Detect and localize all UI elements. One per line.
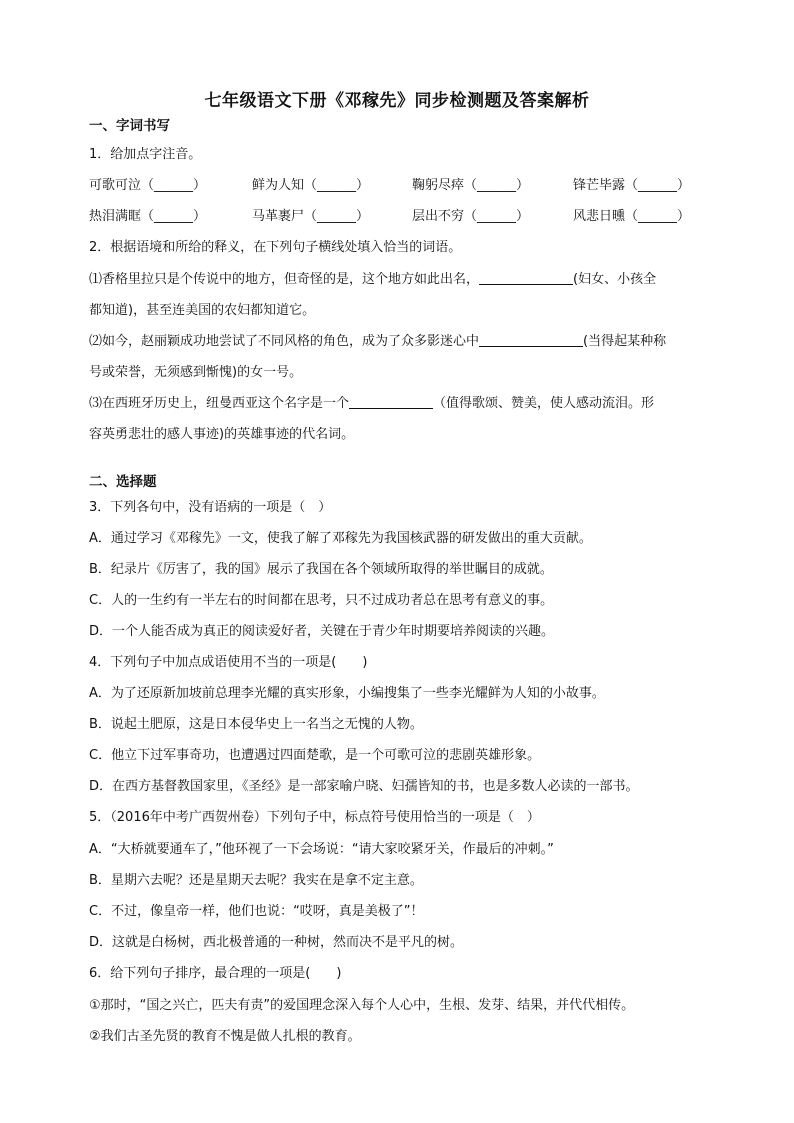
question-2-2-cont: 号或荣誉，无须感到惭愧)的女一号。 — [89, 365, 303, 380]
fill-blank[interactable] — [479, 270, 573, 285]
question-1: 1．给加点字注音。 — [89, 147, 202, 162]
option-3d: D．一个人能否成为真正的阅读爱好者，关键在于青少年时期要培养阅读的兴趣。 — [89, 624, 555, 639]
question-3: 3．下列各句中，没有语病的一项是（ ） — [89, 500, 332, 515]
option-4c: C．他立下过军事奇功，也遭遇过四面楚歌，是一个可歌可泣的悲剧英雄形象。 — [89, 748, 541, 763]
sentence-6-1: ①那时，“国之兴亡，匹夫有责”的爱国理念深入每个人心中，生根、发芽、结果，并代代相传。 — [89, 998, 635, 1013]
word-row-1 — [89, 176, 709, 196]
q2-1-text-b: (妇女、小孩全 — [573, 272, 657, 287]
option-4d: D．在西方基督教国家里，《圣经》是一部家喻户晓、妇孺皆知的书，也是多数人必读的一部书。 — [89, 779, 639, 794]
question-2: 2．根据语境和所给的释义，在下列句子横线处填入恰当的词语。 — [89, 240, 462, 255]
question-2-3-cont: 容英勇悲壮的感人事迹)的英雄事迹的代名词。 — [89, 427, 355, 442]
word-row-2 — [89, 207, 709, 227]
question-2-1 — [89, 270, 656, 290]
question-6: 6．给下列句子排序，最合理的一项是( ) — [89, 966, 342, 981]
q2-3-text-a: ⑶在西班牙历史上，纽曼西亚这个名字是一个 — [89, 396, 350, 411]
word-item: 风悲日曛（______） — [573, 209, 691, 224]
q2-3-text-b: （值得歌颂、赞美，使人感动流泪。形 — [433, 396, 655, 411]
option-4b: B．说起土肥原，这是日本侵华史上一名当之无愧的人物。 — [89, 717, 423, 732]
question-2-3 — [89, 394, 654, 414]
option-3b: B．纪录片《厉害了，我的国》展示了我国在各个领域所取得的举世瞩目的成就。 — [89, 562, 553, 577]
word-item: 鲜为人知（______） — [252, 178, 370, 193]
word-item: 锋芒毕露（______） — [573, 178, 691, 193]
option-3a: A．通过学习《邓稼先》一文，使我了解了邓稼先为我国核武器的研发做出的重大贡献。 — [89, 531, 592, 546]
question-2-2 — [89, 332, 666, 352]
word-item: 热泪满眶（______） — [89, 209, 207, 224]
fill-blank[interactable] — [479, 332, 583, 347]
q2-2-text-b: (当得起某种称 — [583, 334, 667, 349]
word-item: 马革裹尸（______） — [252, 209, 370, 224]
option-3c: C．人的一生约有一半左右的时间都在思考，只不过成功者总在思考有意义的事。 — [89, 593, 554, 608]
option-5b: B．星期六去呢？还是星期天去呢？我实在是拿不定主意。 — [89, 873, 423, 888]
section-heading-2: 二、选择题 — [89, 474, 157, 490]
section-heading-1: 一、字词书写 — [89, 118, 170, 134]
document-title: 七年级语文下册《邓稼先》同步检测题及答案解析 — [204, 91, 590, 111]
word-item: 鞠躬尽瘁（______） — [412, 178, 530, 193]
option-5a: A．“大桥就要通车了，”他环视了一下会场说：“请大家咬紧牙关，作最后的冲刺。” — [89, 842, 554, 857]
word-item: 可歌可泣（______） — [89, 178, 207, 193]
sentence-6-2: ②我们古圣先贤的教育不愧是做人扎根的教育。 — [89, 1029, 361, 1044]
question-5: 5．（2016年中考广西贺州卷）下列句子中，标点符号使用恰当的一项是（ ） — [89, 810, 540, 825]
word-item: 层出不穷（______） — [412, 209, 530, 224]
option-4a: A．为了还原新加坡前总理李光耀的真实形象，小编搜集了一些李光耀鲜为人知的小故事。 — [89, 686, 605, 701]
fill-blank[interactable] — [349, 394, 433, 409]
option-5d: D．这就是白杨树，西北极普通的一种树，然而决不是平凡的树。 — [89, 935, 464, 950]
question-4: 4．下列句子中加点成语使用不当的一项是( ) — [89, 655, 368, 670]
option-5c: C．不过，像皇帝一样，他们也说：“哎呀，真是美极了”！ — [89, 904, 424, 919]
q2-2-text-a: ⑵如今，赵丽颖成功地尝试了不同风格的角色，成为了众多影迷心中 — [89, 334, 480, 349]
question-2-1-cont: 都知道)，甚至连美国的农妇都知道它。 — [89, 303, 316, 318]
q2-1-text-a: ⑴香格里拉只是个传说中的地方，但奇怪的是，这个地方如此出名， — [89, 272, 480, 287]
